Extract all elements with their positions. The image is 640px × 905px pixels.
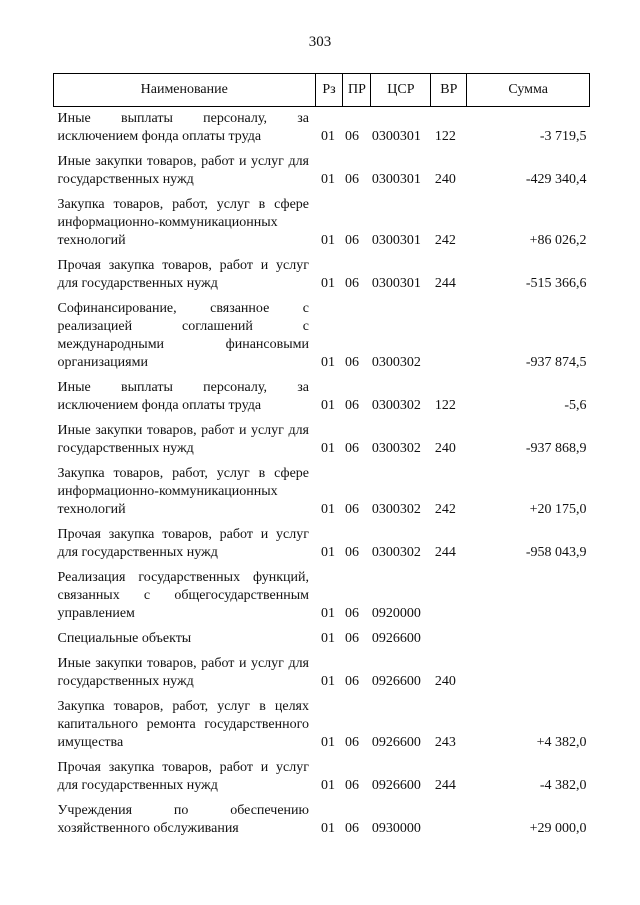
cell-sum: [467, 624, 590, 649]
cell-csr: 0926600: [371, 778, 421, 793]
table-row: [54, 624, 590, 649]
table-header: [54, 74, 590, 107]
page-number: 303: [308, 34, 332, 50]
table-row: [54, 294, 590, 373]
cell-rz: 01: [321, 735, 335, 750]
cell-pr: 06: [344, 735, 359, 750]
table-row: [54, 649, 590, 692]
cell-csr: 0300302: [371, 355, 421, 370]
cell-name: Закупка товаров, работ, услуг в сфере информационно-коммуникационных технологий: [57, 197, 309, 248]
cell-pr: 06: [344, 398, 359, 413]
cell-rz: 01: [321, 545, 335, 560]
cell-pr: 06: [344, 172, 359, 187]
cell-csr: 0300302: [371, 502, 421, 517]
cell-vr: 242: [434, 233, 456, 248]
cell-pr: 06: [344, 129, 359, 144]
cell-name: Софинансирование, связанное с реализацией соглашений с международными финансовыми организациями: [57, 301, 309, 370]
cell-name: Закупка товаров, работ, услуг в сфере информационно-коммуникационных технологий: [57, 466, 309, 517]
cell-name: Иные выплаты персоналу, за исключением фонда оплаты труда: [57, 380, 309, 413]
cell-pr: 06: [344, 674, 359, 689]
cell-vr: 240: [434, 674, 456, 689]
cell-name: Иные закупки товаров, работ и услуг для государственных нужд: [57, 656, 309, 689]
cell-rz: 01: [321, 233, 335, 248]
cell-rz: 01: [321, 129, 335, 144]
cell-pr: 06: [344, 355, 359, 370]
table-row: [54, 251, 590, 294]
cell-rz: 01: [321, 674, 335, 689]
cell-vr: 240: [434, 172, 456, 187]
cell-sum: -5,6: [564, 398, 587, 413]
cell-rz: 01: [321, 778, 335, 793]
cell-pr: 06: [344, 778, 359, 793]
cell-vr: [431, 624, 467, 649]
cell-csr: 0920000: [371, 606, 421, 621]
cell-name: Иные закупки товаров, работ и услуг для государственных нужд: [57, 423, 309, 456]
table-row: [54, 107, 590, 148]
table-body: [54, 107, 590, 840]
cell-csr: 0300302: [371, 545, 421, 560]
header-rz: Рз: [315, 74, 343, 107]
table-row: [54, 520, 590, 563]
header-csr: ЦСР: [371, 74, 431, 107]
cell-sum: -429 340,4: [525, 172, 587, 187]
cell-name: Прочая закупка товаров, работ и услуг для государственных нужд: [57, 258, 309, 291]
cell-csr: 0300301: [371, 172, 421, 187]
cell-rz: 01: [321, 172, 335, 187]
table-row: [54, 147, 590, 190]
cell-vr: 242: [434, 502, 456, 517]
cell-csr: 0300302: [371, 398, 421, 413]
cell-sum: -515 366,6: [525, 276, 587, 291]
table-row: [54, 190, 590, 251]
cell-vr: 244: [434, 276, 456, 291]
cell-pr: 06: [344, 606, 359, 621]
cell-sum: -937 874,5: [525, 355, 587, 370]
cell-csr: 0300301: [371, 233, 421, 248]
cell-rz: 01: [321, 821, 335, 836]
cell-vr: 122: [434, 129, 456, 144]
cell-vr: [431, 796, 467, 839]
cell-vr: 240: [434, 441, 456, 456]
cell-name: Реализация государственных функций, связанных с общегосударственным управлением: [57, 570, 309, 621]
cell-sum: +4 382,0: [536, 735, 587, 750]
cell-vr: 244: [434, 778, 456, 793]
cell-vr: [431, 294, 467, 373]
header-name: Наименование: [54, 74, 316, 107]
cell-csr: 0300301: [371, 276, 421, 291]
cell-pr: 06: [344, 276, 359, 291]
table-row: [54, 373, 590, 416]
table-row: [54, 459, 590, 520]
cell-csr: 0926600: [371, 631, 421, 646]
cell-sum: +29 000,0: [529, 821, 587, 836]
cell-name: Закупка товаров, работ, услуг в целях капитального ремонта государственного имущества: [57, 699, 309, 750]
header-vr: ВР: [431, 74, 467, 107]
cell-name: Прочая закупка товаров, работ и услуг для государственных нужд: [57, 527, 309, 560]
cell-pr: 06: [344, 545, 359, 560]
cell-csr: 0926600: [371, 735, 421, 750]
cell-name: Учреждения по обеспечению хозяйственного обслуживания: [57, 803, 309, 836]
cell-sum: [467, 649, 590, 692]
cell-rz: 01: [321, 441, 335, 456]
table-row: [54, 416, 590, 459]
cell-pr: 06: [344, 233, 359, 248]
cell-name: Прочая закупка товаров, работ и услуг для государственных нужд: [57, 760, 309, 793]
cell-vr: [431, 563, 467, 624]
cell-pr: 06: [344, 821, 359, 836]
cell-sum: +86 026,2: [529, 233, 587, 248]
table-row: [54, 692, 590, 753]
table-row: [54, 753, 590, 796]
budget-table: [53, 73, 590, 839]
header-pr: ПР: [343, 74, 371, 107]
cell-rz: 01: [321, 355, 335, 370]
cell-sum: -958 043,9: [525, 545, 587, 560]
cell-vr: 122: [434, 398, 456, 413]
cell-name: Иные выплаты персоналу, за исключением фонда оплаты труда: [57, 111, 309, 144]
cell-sum: [467, 563, 590, 624]
cell-rz: 01: [321, 631, 335, 646]
cell-name: Специальные объекты: [57, 631, 192, 646]
cell-csr: 0926600: [371, 674, 421, 689]
cell-rz: 01: [321, 502, 335, 517]
cell-csr: 0930000: [371, 821, 421, 836]
cell-name: Иные закупки товаров, работ и услуг для государственных нужд: [57, 154, 309, 187]
cell-pr: 06: [344, 502, 359, 517]
cell-pr: 06: [344, 631, 359, 646]
table-row: [54, 796, 590, 839]
header-sum: Сумма: [467, 74, 590, 107]
cell-rz: 01: [321, 398, 335, 413]
cell-csr: 0300301: [371, 129, 421, 144]
cell-sum: +20 175,0: [529, 502, 587, 517]
cell-pr: 06: [344, 441, 359, 456]
table-row: [54, 563, 590, 624]
cell-csr: 0300302: [371, 441, 421, 456]
cell-sum: -3 719,5: [539, 129, 587, 144]
cell-vr: 243: [434, 735, 456, 750]
cell-sum: -4 382,0: [539, 778, 587, 793]
cell-sum: -937 868,9: [525, 441, 587, 456]
cell-vr: 244: [434, 545, 456, 560]
cell-rz: 01: [321, 606, 335, 621]
cell-rz: 01: [321, 276, 335, 291]
